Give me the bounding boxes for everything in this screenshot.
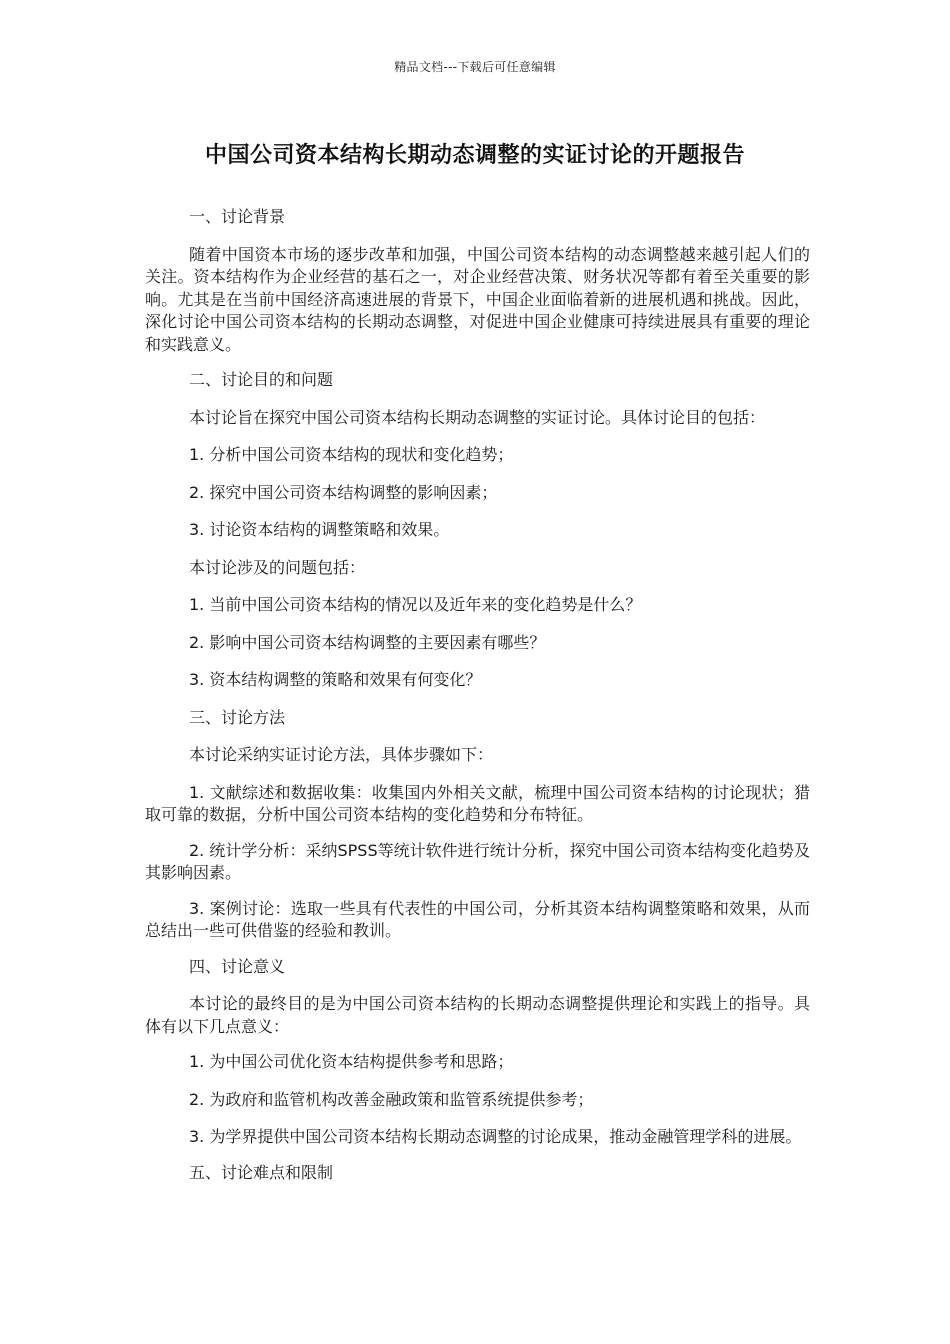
- list-item-method-1: 1. 文献综述和数据收集：收集国内外相关文献，梳理中国公司资本结构的讨论现状；猎取可靠的数据，分析中国公司资本结构的变化趋势和分布特征。: [145, 782, 810, 824]
- list-item-question-1: 1. 当前中国公司资本结构的情况以及近年来的变化趋势是什么？: [189, 595, 642, 614]
- paragraph-significance-intro: 本讨论的最终目的是为中国公司资本结构的长期动态调整提供理论和实践上的指导。具体有以下几点意义：: [145, 994, 810, 1036]
- paragraph-objectives-intro: 本讨论旨在探究中国公司资本结构长期动态调整的实证讨论。具体讨论目的包括：: [189, 407, 766, 427]
- section-heading-methods: 三、讨论方法: [189, 707, 286, 727]
- list-item-significance-3: 3. 为学界提供中国公司资本结构长期动态调整的讨论成果，推动金融管理学科的进展。: [189, 1127, 802, 1146]
- section-heading-objectives: 二、讨论目的和问题: [189, 370, 334, 389]
- list-item-significance-2: 2. 为政府和监管机构改善金融政策和监管系统提供参考；: [189, 1089, 594, 1109]
- section-heading-background: 一、讨论背景: [189, 207, 286, 226]
- list-item-objective-3: 3. 讨论资本结构的调整策略和效果。: [189, 520, 450, 539]
- list-item-significance-1: 1. 为中国公司优化资本结构提供参考和思路；: [189, 1052, 514, 1071]
- section-heading-significance: 四、讨论意义: [189, 956, 286, 976]
- list-item-method-3: 3. 案例讨论：选取一些具有代表性的中国公司，分析其资本结构调整策略和效果，从而总结出一些可供借鉴的经验和教训。: [145, 898, 810, 940]
- paragraph-methods-intro: 本讨论采纳实证讨论方法，具体步骤如下：: [189, 745, 494, 764]
- page-header: 精品文档---下载后可任意编辑: [394, 60, 556, 74]
- document-body: [145, 206, 810, 1199]
- document-title: 中国公司资本结构长期动态调整的实证讨论的开题报告: [204, 143, 745, 168]
- section-heading-limitations: 五、讨论难点和限制: [189, 1162, 334, 1182]
- paragraph-background: 随着中国资本市场的逐步改革和加强，中国公司资本结构的动态调整越来越引起人们的关注。资本结构作为企业经营的基石之一，对企业经营决策、财务状况等都有着至关重要的影响。尤其是在当前中国经济高速进展的背景下，中国企业面临着新的进展机遇和挑战。因此，深化讨论中国公司资本结构的长期动态调整，对促进中国企业健康可持续进展具有重要的理论和实践意义。: [145, 244, 810, 354]
- list-item-method-2: 2. 统计学分析：采纳SPSS等统计软件进行统计分析，探究中国公司资本结构变化趋势及其影响因素。: [145, 840, 810, 882]
- list-item-question-2: 2. 影响中国公司资本结构调整的主要因素有哪些？: [189, 632, 546, 652]
- list-item-objective-1: 1. 分析中国公司资本结构的现状和变化趋势；: [189, 445, 514, 464]
- paragraph-questions-intro: 本讨论涉及的问题包括：: [189, 557, 366, 577]
- list-item-question-3: 3. 资本结构调整的策略和效果有何变化？: [189, 670, 482, 689]
- list-item-objective-2: 2. 探究中国公司资本结构调整的影响因素；: [189, 482, 498, 502]
